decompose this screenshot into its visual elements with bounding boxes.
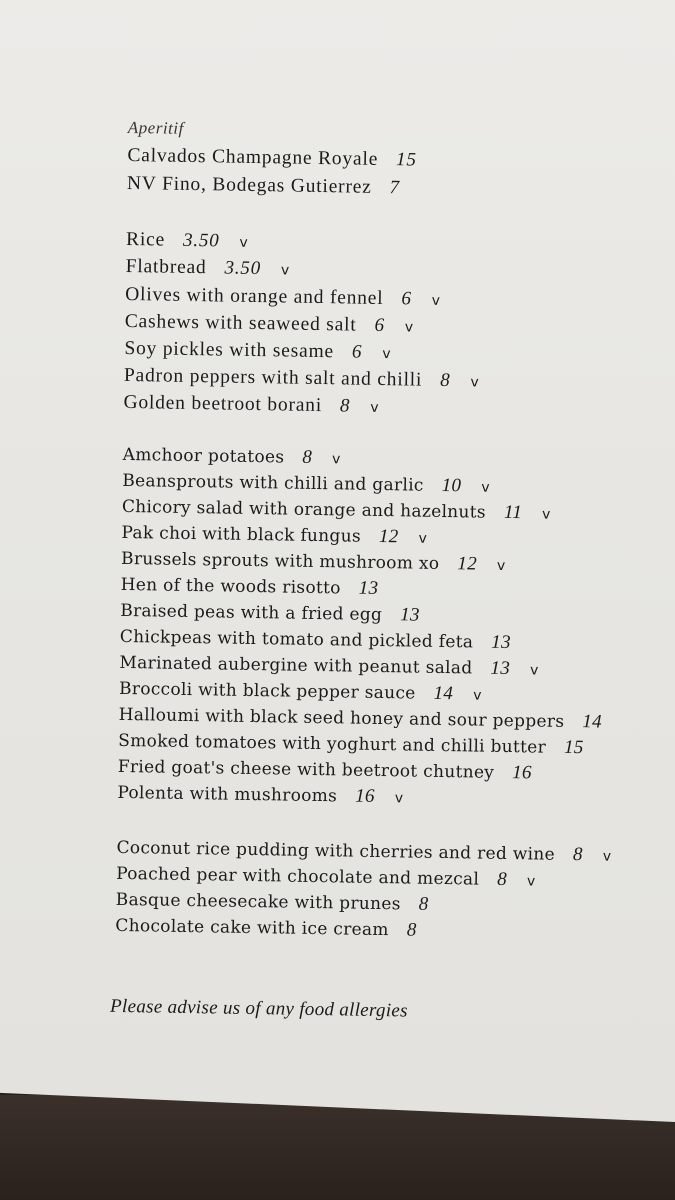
- item-name: Chicory salad with orange and hazelnuts: [121, 496, 487, 523]
- item-price: 8: [418, 893, 429, 915]
- vegetarian-mark: v: [541, 506, 551, 523]
- menu-item: [120, 600, 440, 627]
- menu-item: [123, 444, 341, 469]
- item-price: 12: [457, 553, 478, 575]
- item-price: 3.50: [224, 257, 262, 280]
- vegetarian-mark: v: [239, 234, 249, 251]
- item-name: Calvados Champagne Royale: [127, 144, 379, 170]
- menu-item: [121, 522, 427, 549]
- item-name: Smoked tomatoes with yoghurt and chilli butter: [118, 730, 547, 758]
- menu-item: [121, 574, 399, 600]
- vegetarian-mark: v: [370, 399, 380, 416]
- vegetarian-mark: v: [418, 530, 428, 547]
- item-name: Amchoor potatoes: [122, 444, 285, 468]
- vegetarian-mark: v: [496, 557, 506, 574]
- vegetarian-mark: v: [331, 451, 341, 468]
- menu-item: [116, 837, 611, 867]
- item-price: 13: [490, 657, 511, 680]
- item-name: Flatbread: [125, 255, 207, 279]
- item-price: 6: [351, 341, 363, 363]
- menu-item: [118, 704, 622, 734]
- item-price: 14: [433, 682, 454, 705]
- menu-item: [119, 678, 482, 706]
- item-price: 16: [512, 762, 532, 784]
- menu-item: [125, 284, 441, 311]
- vegetarian-mark: v: [280, 262, 291, 279]
- item-name: Padron peppers with salt and chilli: [123, 364, 423, 391]
- item-price: 16: [355, 785, 375, 807]
- vegetarian-mark: v: [394, 790, 404, 807]
- item-name: Chocolate cake with ice cream: [115, 915, 389, 941]
- menu-item: [123, 392, 379, 418]
- item-name: Olives with orange and fennel: [125, 283, 384, 310]
- vegetarian-mark: v: [473, 687, 482, 704]
- item-name: Soy pickles with sesame: [124, 337, 335, 363]
- menu-item: [122, 496, 551, 525]
- menu-item: [115, 915, 437, 942]
- vegetarian-mark: v: [382, 345, 392, 363]
- menu-item: [125, 311, 414, 338]
- menu-item: [116, 889, 449, 916]
- item-price: 12: [378, 525, 399, 548]
- item-price: 8: [496, 868, 508, 891]
- vegetarian-mark: v: [470, 374, 480, 391]
- item-name: Beansprouts with chilli and garlic: [122, 470, 424, 496]
- menu-item: [119, 652, 539, 681]
- vegetarian-mark: v: [404, 319, 415, 336]
- item-name: Braised peas with a fried egg: [120, 600, 383, 626]
- menu-item: [118, 730, 604, 760]
- menu-item: [122, 470, 490, 498]
- item-name: NV Fino, Bodegas Gutierrez: [126, 172, 372, 198]
- item-price: 8: [302, 446, 313, 468]
- vegetarian-mark: v: [602, 848, 612, 865]
- aperitif-heading: Aperitif: [127, 117, 184, 138]
- menu-item: [124, 365, 480, 393]
- item-name: Hen of the woods risotto: [120, 574, 341, 599]
- item-name: Brussels sprouts with mushroom xo: [120, 548, 440, 574]
- vegetarian-mark: v: [431, 292, 441, 309]
- vegetarian-mark: v: [526, 873, 536, 890]
- item-price: 8: [440, 369, 451, 392]
- item-name: Pak choi with black fungus: [121, 522, 362, 547]
- item-name: Polenta with mushrooms: [117, 782, 338, 807]
- menu-item: [120, 626, 531, 654]
- item-name: Coconut rice pudding with cherries and red wine: [116, 837, 556, 865]
- vegetarian-mark: v: [481, 479, 491, 496]
- item-price: 6: [401, 288, 412, 310]
- item-price: 13: [358, 577, 379, 599]
- item-name: Cashews with seaweed salt: [124, 310, 357, 336]
- item-price: 13: [400, 604, 420, 626]
- item-name: Chickpeas with tomato and pickled feta: [119, 626, 474, 653]
- menu-item: [116, 863, 536, 892]
- item-price: 8: [406, 919, 417, 941]
- item-name: Broccoli with black pepper sauce: [118, 678, 416, 704]
- menu-item: [118, 756, 552, 785]
- item-name: Halloumi with black seed honey and sour peppers: [118, 704, 565, 732]
- item-price: 15: [395, 149, 417, 171]
- item-price: 11: [503, 501, 523, 524]
- item-price: 8: [339, 395, 351, 417]
- item-name: Basque cheesecake with prunes: [115, 889, 401, 915]
- item-price: 13: [491, 631, 512, 654]
- menu-item: [126, 256, 291, 281]
- item-name: Marinated aubergine with peanut salad: [119, 652, 473, 679]
- menu-item: [117, 782, 403, 808]
- item-name: Rice: [125, 228, 166, 251]
- item-price: 14: [582, 711, 603, 733]
- item-price: 6: [374, 314, 386, 337]
- item-name: Poached pear with chocolate and mezcal: [115, 863, 480, 890]
- item-price: 3.50: [182, 229, 220, 252]
- item-name: Fried goat's cheese with beetroot chutney: [117, 756, 495, 783]
- item-price: 8: [572, 844, 583, 866]
- menu-item: [126, 229, 249, 253]
- item-price: 10: [441, 474, 462, 497]
- menu-item: [121, 548, 506, 576]
- vegetarian-mark: v: [529, 662, 539, 679]
- allergy-note: Please advise us of any food allergies: [109, 995, 408, 1022]
- item-name: Golden beetroot borani: [123, 391, 323, 417]
- item-price: 15: [563, 736, 584, 759]
- menu-item: [127, 145, 417, 172]
- item-price: 7: [389, 177, 401, 199]
- menu-item: [127, 173, 400, 199]
- menu-item: [124, 338, 391, 364]
